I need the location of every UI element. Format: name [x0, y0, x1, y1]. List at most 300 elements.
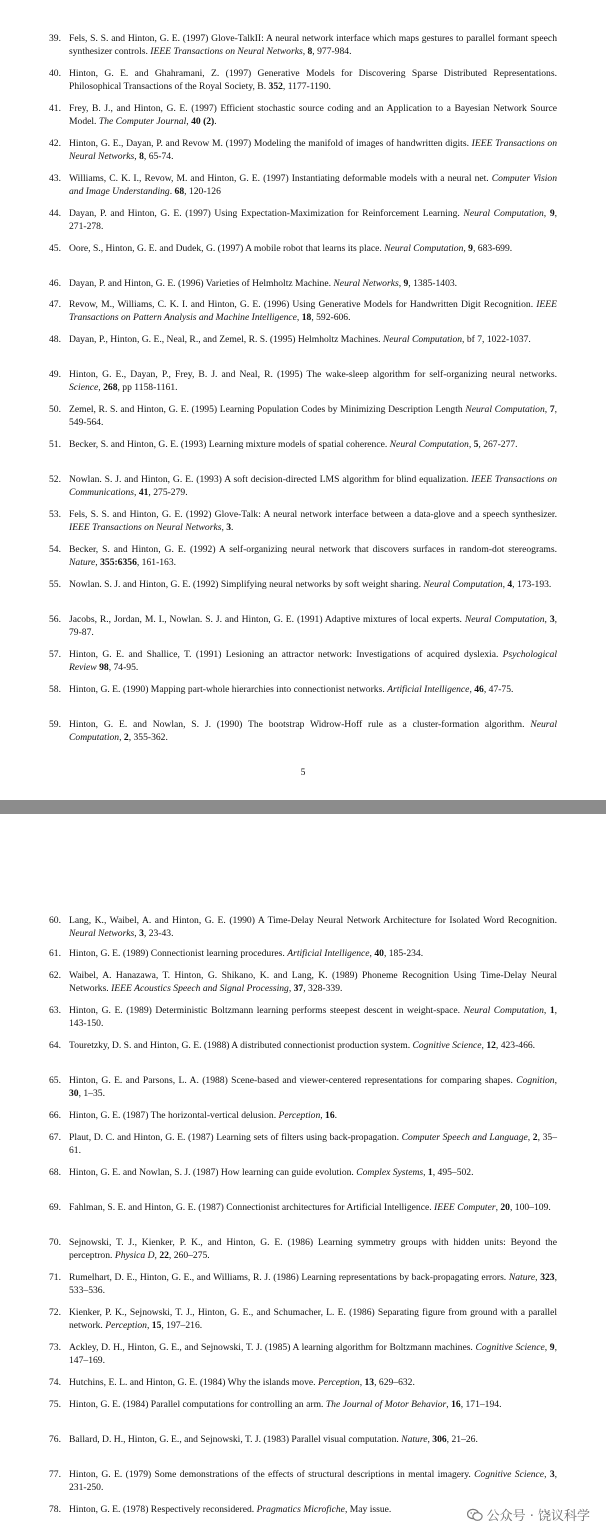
reference-text	[69, 207, 557, 233]
reference-text	[69, 1376, 557, 1389]
journal-title: IEEE Transactions on Pattern Analysis and Machine Intelligence	[69, 299, 557, 323]
reference-fragment: ,	[543, 208, 550, 219]
reference-fragment: , 592-606.	[311, 312, 351, 323]
reference-fragment: ,	[527, 1132, 533, 1143]
reference-text	[69, 1131, 557, 1157]
volume-number: 3	[549, 614, 555, 625]
reference-fragment: Hinton, G. E. and Ghahramani, Z. (1997) Generative Models for Discovering Sparse Distributed Representations. Philosophical Transactions of the Royal Society, B.	[69, 68, 557, 92]
reference-text	[69, 1398, 557, 1411]
journal-title: Perception	[278, 1110, 321, 1121]
reference-text	[69, 1433, 557, 1446]
reference-number: 44.	[49, 208, 61, 219]
reference-fragment: , May issue.	[344, 1504, 392, 1515]
reference-fragment: ,	[320, 1110, 326, 1121]
journal-title: Neural Computation	[389, 439, 469, 450]
volume-number: 306	[432, 1434, 447, 1445]
reference-fragment: Frey, B. J., and Hinton, G. E. (1997) Efficient stochastic source coding and an Application to a Bayesian Network Source Model.	[69, 103, 557, 127]
reference-fragment: Dayan, P., Hinton, G. E., Neal, R., and Zemel, R. S. (1995) Helmholtz Machines.	[69, 334, 383, 345]
reference-fragment: Jacobs, R., Jordan, M. I., Nowlan. S. J. and Hinton, G. E. (1991) Adaptive mixtures of local experts.	[69, 614, 465, 625]
reference-entry	[49, 438, 557, 451]
reference-number: 50.	[49, 404, 61, 415]
reference-entry	[49, 277, 557, 290]
reference-text	[69, 508, 557, 534]
reference-fragment: ,	[186, 116, 192, 127]
journal-title: Perception	[105, 1320, 147, 1331]
reference-fragment: , 100–109.	[509, 1202, 551, 1213]
reference-text	[69, 1004, 557, 1030]
reference-text	[69, 102, 557, 128]
volume-number: 22	[159, 1250, 169, 1261]
volume-number: 37	[293, 983, 304, 994]
reference-entry	[49, 947, 557, 960]
reference-fragment: ,	[481, 1040, 487, 1051]
reference-text	[69, 969, 557, 995]
reference-fragment: ,	[398, 278, 404, 289]
volume-number: 9	[549, 208, 555, 219]
reference-fragment: , 495–502.	[432, 1167, 474, 1178]
reference-number: 67.	[49, 1132, 61, 1143]
reference-fragment: ,	[554, 1075, 557, 1086]
reference-fragment: Hinton, G. E. (1989) Deterministic Boltzmann learning performs steepest descent in weight-space.	[69, 1005, 464, 1016]
reference-text	[69, 298, 557, 324]
reference-entry	[49, 1341, 557, 1367]
reference-fragment: Hutchins, E. L. and Hinton, G. E. (1984) Why the islands move.	[69, 1377, 318, 1388]
journal-title: Complex Systems	[356, 1167, 424, 1178]
volume-number: 4	[507, 579, 513, 590]
reference-text	[69, 1074, 557, 1100]
reference-fragment: , 173-193.	[512, 579, 552, 590]
reference-number: 61.	[49, 948, 61, 959]
wechat-logo-icon	[467, 1508, 483, 1522]
journal-title: Pragmatics Microfiche	[256, 1504, 345, 1515]
volume-number: 323	[540, 1272, 555, 1283]
reference-fragment: , 74-95.	[108, 662, 139, 673]
journal-title: Computer Vision and Image Understanding	[69, 173, 557, 197]
reference-entry	[49, 578, 557, 591]
reference-text	[69, 1166, 557, 1179]
reference-fragment: Hinton, G. E. (1978) Respectively reconsidered.	[69, 1504, 257, 1515]
reference-entry	[49, 1236, 557, 1262]
journal-title: Neural Computation	[464, 614, 545, 625]
reference-fragment: .	[169, 186, 175, 197]
journal-title: Nature	[401, 1434, 428, 1445]
journal-title: IEEE Transactions on Neural Networks	[69, 138, 557, 162]
journal-title: The Journal of Motor Behavior	[325, 1399, 447, 1410]
volume-number: 12	[486, 1040, 496, 1051]
volume-number: 5	[473, 439, 479, 450]
reference-text	[69, 438, 557, 451]
reference-number: 75.	[49, 1399, 61, 1410]
volume-number: 40 (2)	[191, 116, 215, 127]
reference-entry	[49, 1109, 557, 1122]
journal-title: Perception	[317, 1377, 360, 1388]
reference-number: 73.	[49, 1342, 61, 1353]
reference-entry	[49, 1468, 557, 1494]
reference-fragment: , 977-984.	[312, 46, 352, 57]
reference-number: 43.	[49, 173, 61, 184]
reference-fragment: ,	[134, 928, 140, 939]
reference-entry	[49, 508, 557, 534]
reference-fragment: Hinton, G. E. (1979) Some demonstrations of the effects of structural descriptions in mental imagery.	[69, 1469, 475, 1480]
reference-fragment: , 355-362.	[128, 732, 168, 743]
reference-fragment: Waibel, A. Hanazawa, T. Hinton, G. Shikano, K. and Lang, K. (1989) Phoneme Recognition Using Time-Delay Neural Networks.	[69, 970, 557, 994]
reference-number: 49.	[49, 369, 61, 380]
volume-number: 9	[549, 1342, 555, 1353]
reference-fragment: Hinton, G. E. and Nowlan, S. J. (1990) The bootstrap Widrow-Hoff rule as a cluster-formation algorithm.	[69, 719, 531, 730]
reference-fragment: , 629–632.	[374, 1377, 415, 1388]
reference-entry	[49, 32, 557, 58]
reference-number: 66.	[49, 1110, 61, 1121]
reference-fragment: Fels, S. S. and Hinton, G. E. (1992) Glove-Talk: A neural network interface between a data-glove and a speech synthesizer.	[69, 509, 557, 520]
reference-fragment: , 65-74.	[143, 151, 174, 162]
reference-fragment: ,	[288, 983, 294, 994]
reference-fragment: Dayan, P. and Hinton, G. E. (1996) Varieties of Helmholtz Machine.	[69, 278, 334, 289]
reference-text	[69, 242, 557, 255]
reference-entry	[49, 914, 557, 940]
reference-fragment: ,	[146, 1320, 152, 1331]
reference-number: 78.	[49, 1504, 61, 1515]
reference-text	[69, 1109, 557, 1122]
volume-number: 3	[226, 522, 232, 533]
reference-fragment: , 260–275.	[168, 1250, 210, 1261]
reference-fragment: , 1385-1403.	[408, 278, 458, 289]
reference-fragment: Nowlan. S. J. and Hinton, G. E. (1993) A soft decision-directed LMS algorithm for blind equalization.	[69, 474, 472, 485]
reference-fragment: , pp 1158-1161.	[117, 382, 178, 393]
reference-fragment: ,	[468, 439, 474, 450]
volume-number: 3	[549, 1469, 555, 1480]
reference-fragment: ,	[446, 1399, 452, 1410]
reference-fragment: ,	[98, 382, 104, 393]
reference-fragment: , 271-278.	[69, 208, 558, 232]
journal-title: The Computer Journal	[98, 116, 187, 127]
journal-title: Artificial Intelligence	[287, 948, 370, 959]
reference-text	[69, 543, 557, 569]
reference-entry	[49, 683, 557, 696]
reference-fragment: , 275-279.	[148, 487, 188, 498]
volume-number: 46	[474, 684, 484, 695]
volume-number: 41	[138, 487, 149, 498]
reference-fragment: ,	[302, 46, 308, 57]
reference-text	[69, 32, 557, 58]
journal-title: Neural Computation	[463, 1005, 544, 1016]
reference-entry	[49, 1201, 557, 1214]
journal-title: Neural Computation	[69, 719, 557, 743]
reference-number: 59.	[49, 719, 61, 730]
reference-fragment: , 120-126	[184, 186, 221, 197]
reference-fragment: , 171–194.	[460, 1399, 502, 1410]
reference-fragment: Hinton, G. E. (1990) Mapping part-whole hierarchies into connectionist networks.	[69, 684, 388, 695]
reference-fragment: Ballard, D. H., Hinton, G. E., and Sejnowski, T. J. (1983) Parallel visual computation.	[69, 1434, 402, 1445]
journal-title: Nature	[508, 1272, 536, 1283]
reference-fragment: ,	[369, 948, 375, 959]
reference-entry	[49, 1074, 557, 1100]
reference-text	[69, 648, 557, 674]
volume-number: 1	[427, 1167, 433, 1178]
reference-fragment: ,	[502, 579, 508, 590]
journal-title: Neural Computation	[465, 404, 545, 415]
reference-fragment: .	[334, 1110, 338, 1121]
reference-text	[69, 1201, 557, 1214]
reference-fragment: ,	[221, 522, 227, 533]
reference-entry	[49, 969, 557, 995]
volume-number: 8	[307, 46, 313, 57]
reference-fragment: ,	[119, 732, 124, 743]
reference-entry	[49, 298, 557, 324]
reference-text	[69, 947, 557, 960]
reference-fragment: , 143-150.	[69, 1005, 558, 1029]
wechat-watermark	[463, 1503, 594, 1526]
reference-fragment: ,	[423, 1167, 428, 1178]
reference-fragment: Kienker, P. K., Sejnowski, T. J., Hinton, G. E., and Schumacher, L. E. (1986) Separating figure from ground with a parallel network.	[69, 1307, 557, 1331]
reference-number: 69.	[49, 1202, 61, 1213]
reference-fragment: ,	[427, 1434, 433, 1445]
reference-entry	[49, 242, 557, 255]
volume-number: 355:6356	[100, 557, 137, 568]
journal-title: Neural Computation	[463, 208, 544, 219]
reference-fragment: , 533–536.	[69, 1272, 557, 1296]
reference-text	[69, 578, 557, 591]
reference-number: 46.	[49, 278, 61, 289]
journal-title: Physica D	[114, 1250, 155, 1261]
volume-number: 98	[99, 662, 109, 673]
volume-number: 15	[151, 1320, 162, 1331]
journal-title: IEEE Transactions on Neural Networks	[150, 46, 303, 57]
reference-text	[69, 403, 557, 429]
reference-entry	[49, 67, 557, 93]
reference-fragment: , 231-250.	[69, 1469, 558, 1493]
reference-fragment: Fahlman, S. E. and Hinton, G. E. (1987) Connectionist architectures for Artificial Intelligence.	[69, 1202, 435, 1213]
reference-number: 42.	[49, 138, 61, 149]
reference-text	[69, 1306, 557, 1332]
page-number: 5	[300, 767, 306, 778]
reference-number: 76.	[49, 1434, 61, 1445]
reference-entry	[49, 207, 557, 233]
reference-fragment: , 549-564.	[69, 404, 558, 428]
reference-number: 55.	[49, 579, 61, 590]
reference-entry	[49, 403, 557, 429]
reference-fragment: , 147–169.	[69, 1342, 557, 1366]
journal-title: Neural Networks	[69, 928, 135, 939]
reference-fragment: Dayan, P. and Hinton, G. E. (1997) Using Expectation-Maximization for Reinforcement Learning.	[69, 208, 464, 219]
reference-number: 63.	[49, 1005, 61, 1016]
reference-fragment: , 1–35.	[78, 1088, 105, 1099]
reference-fragment: , 161-163.	[136, 557, 177, 568]
reference-entry	[49, 1398, 557, 1411]
volume-number: 3	[139, 928, 144, 939]
reference-text	[69, 914, 557, 940]
volume-number: 2	[532, 1132, 538, 1143]
reference-fragment: ,	[544, 1469, 550, 1480]
reference-fragment: , 79-87.	[69, 614, 558, 638]
reference-fragment: ,	[134, 151, 140, 162]
reference-number: 53.	[49, 509, 61, 520]
document-page-6	[0, 814, 606, 1532]
volume-number: 40	[374, 948, 384, 959]
reference-entry	[49, 1271, 557, 1297]
reference-number: 47.	[49, 299, 61, 310]
reference-fragment: ,	[463, 243, 469, 254]
journal-title: IEEE Computer	[434, 1202, 496, 1213]
journal-title: Neural Computation	[382, 334, 463, 345]
volume-number: 268	[103, 382, 118, 393]
reference-fragment: ,	[154, 1250, 160, 1261]
page-divider	[0, 800, 606, 814]
reference-number: 70.	[49, 1237, 61, 1248]
journal-title: Artificial Intelligence	[387, 684, 470, 695]
reference-fragment: Rumelhart, D. E., Hinton, G. E., and Williams, R. J. (1986) Learning representations by back-propagating errors.	[69, 1272, 509, 1283]
reference-fragment: Hinton, G. E., Dayan, P. and Revow M. (1997) Modeling the manifold of images of handwritten digits.	[69, 138, 472, 149]
reference-fragment: Lang, K., Waibel, A. and Hinton, G. E. (1990) A Time-Delay Neural Network Architecture for Isolated Word Recognition.	[69, 915, 557, 926]
reference-number: 56.	[49, 614, 61, 625]
journal-title: IEEE Transactions on Communications	[69, 474, 557, 498]
volume-number: 352	[268, 81, 283, 92]
reference-fragment: Hinton, G. E. (1989) Connectionist learning procedures.	[69, 948, 288, 959]
journal-title: Computer Speech and Language	[401, 1132, 528, 1143]
reference-fragment: , 47-75.	[483, 684, 514, 695]
journal-title: Neural Computation	[384, 243, 464, 254]
reference-entry	[49, 1004, 557, 1030]
reference-number: 64.	[49, 1040, 61, 1051]
reference-fragment: Hinton, G. E. (1984) Parallel computations for controlling an arm.	[69, 1399, 326, 1410]
reference-fragment: Revow, M., Williams, C. K. I. and Hinton, G. E. (1996) Using Generative Models for Handwritten Digit Recognition.	[69, 299, 537, 310]
reference-fragment: , bf 7, 1022-1037.	[462, 334, 531, 345]
reference-text	[69, 368, 557, 394]
reference-number: 45.	[49, 243, 61, 254]
reference-number: 77.	[49, 1469, 61, 1480]
reference-fragment: Hinton, G. E. and Shallice, T. (1991) Lesioning an attractor network: Investigations of acquired dyslexia.	[69, 649, 503, 660]
volume-number: 9	[403, 278, 409, 289]
reference-fragment: Oore, S., Hinton, G. E. and Dudek, G. (1997) A mobile robot that learns its place.	[69, 243, 385, 254]
reference-fragment: Williams, C. K. I., Revow, M. and Hinton, G. E. (1997) Instantiating deformable models with a neural net.	[69, 173, 492, 184]
reference-fragment: Sejnowski, T. J., Kienker, P. K., and Hinton, G. E. (1986) Learning symmetry groups with hidden units: Beyond the perceptron.	[69, 1237, 557, 1261]
reference-number: 62.	[49, 970, 61, 981]
reference-number: 39.	[49, 33, 61, 44]
reference-fragment: ,	[544, 404, 550, 415]
reference-entry	[49, 172, 557, 198]
reference-number: 54.	[49, 544, 61, 555]
journal-title: Psychological Review	[69, 649, 557, 673]
volume-number: 18	[301, 312, 312, 323]
reference-fragment: , 197–216.	[161, 1320, 203, 1331]
reference-number: 72.	[49, 1307, 61, 1318]
reference-fragment: ,	[95, 557, 101, 568]
reference-entry	[49, 543, 557, 569]
reference-fragment: ,	[134, 487, 139, 498]
reference-fragment: ,	[544, 614, 550, 625]
reference-fragment: ,	[535, 1272, 541, 1283]
reference-fragment: .	[231, 522, 234, 533]
reference-text	[69, 67, 557, 93]
journal-title: Cognitive Science	[475, 1342, 545, 1353]
reference-fragment: ,	[359, 1377, 365, 1388]
reference-text	[69, 333, 557, 346]
reference-text	[69, 277, 557, 290]
reference-number: 48.	[49, 334, 61, 345]
reference-entry	[49, 718, 557, 744]
volume-number: 20	[500, 1202, 510, 1213]
volume-number: 7	[549, 404, 555, 415]
reference-number: 74.	[49, 1377, 61, 1388]
reference-fragment: , 328-339.	[303, 983, 343, 994]
reference-fragment: ,	[495, 1202, 501, 1213]
reference-fragment: ,	[544, 1342, 550, 1353]
journal-title: Science	[69, 382, 99, 393]
reference-fragment: Touretzky, D. S. and Hinton, G. E. (1988) A distributed connectionist production system.	[69, 1040, 413, 1051]
reference-fragment: , 1177-1190.	[282, 81, 331, 92]
reference-fragment: , 23-43.	[143, 928, 174, 939]
reference-text	[69, 137, 557, 163]
reference-number: 57.	[49, 649, 61, 660]
volume-number: 16	[451, 1399, 461, 1410]
reference-entry	[49, 473, 557, 499]
reference-text	[69, 172, 557, 198]
reference-fragment: Hinton, G. E., Dayan, P., Frey, B. J. and Neal, R. (1995) The wake-sleep algorithm for self-organizing neural networks.	[69, 369, 557, 380]
reference-fragment: , 267-277.	[478, 439, 518, 450]
reference-entry	[49, 1306, 557, 1332]
reference-text	[69, 683, 557, 696]
reference-fragment: , 683-699.	[472, 243, 513, 254]
reference-number: 51.	[49, 439, 61, 450]
journal-title: Neural Networks	[333, 278, 399, 289]
reference-fragment: Ackley, D. H., Hinton, G. E., and Sejnowski, T. J. (1985) A learning algorithm for Boltzmann machines.	[69, 1342, 476, 1353]
volume-number: 8	[139, 151, 144, 162]
reference-fragment: , 21–26.	[446, 1434, 478, 1445]
reference-text	[69, 613, 557, 639]
reference-fragment: , 35–61.	[69, 1132, 557, 1156]
reference-fragment: Becker, S. and Hinton, G. E. (1992) A self-organizing neural network that discovers surfaces in random-dot stereograms.	[69, 544, 557, 555]
reference-number: 41.	[49, 103, 61, 114]
reference-number: 52.	[49, 474, 61, 485]
reference-text	[69, 1468, 557, 1494]
reference-entry	[49, 1166, 557, 1179]
reference-entry	[49, 1376, 557, 1389]
volume-number: 9	[468, 243, 473, 254]
reference-entry	[49, 102, 557, 128]
reference-number: 68.	[49, 1167, 61, 1178]
reference-entry	[49, 648, 557, 674]
volume-number: 16	[325, 1110, 335, 1121]
volume-number: 68	[174, 186, 185, 197]
journal-title: Cognition	[516, 1075, 555, 1086]
reference-fragment: Nowlan. S. J. and Hinton, G. E. (1992) Simplifying neural networks by soft weight sharing.	[69, 579, 424, 590]
volume-number: 1	[549, 1005, 555, 1016]
reference-text	[69, 473, 557, 499]
reference-number: 71.	[49, 1272, 61, 1283]
reference-text	[69, 1236, 557, 1262]
reference-fragment: Plaut, D. C. and Hinton, G. E. (1987) Learning sets of filters using back-propagation.	[69, 1132, 402, 1143]
reference-fragment: Zemel, R. S. and Hinton, G. E. (1995) Learning Population Codes by Minimizing Description Length	[69, 404, 466, 415]
reference-fragment: .	[214, 116, 217, 127]
reference-text	[69, 718, 557, 744]
journal-title: IEEE Transactions on Neural Networks	[69, 522, 222, 533]
reference-entry	[49, 368, 557, 394]
reference-fragment: ,	[296, 312, 302, 323]
volume-number: 2	[123, 732, 129, 743]
reference-entry	[49, 333, 557, 346]
volume-number: 13	[364, 1377, 375, 1388]
reference-fragment: ,	[469, 684, 475, 695]
journal-title: Cognitive Science	[474, 1469, 545, 1480]
reference-number: 60.	[49, 915, 61, 926]
reference-fragment: Fels, S. S. and Hinton, G. E. (1997) Glove-TalkII: A neural network interface which maps gestures to parallel formant speech synthesizer controls.	[69, 33, 557, 57]
reference-fragment: , 423-466.	[495, 1040, 536, 1051]
journal-title: Cognitive Science	[412, 1040, 482, 1051]
journal-title: Nature	[69, 557, 96, 568]
reference-entry	[49, 137, 557, 163]
journal-title: Neural Computation	[423, 579, 503, 590]
reference-fragment: ,	[543, 1005, 550, 1016]
reference-text	[69, 1341, 557, 1367]
